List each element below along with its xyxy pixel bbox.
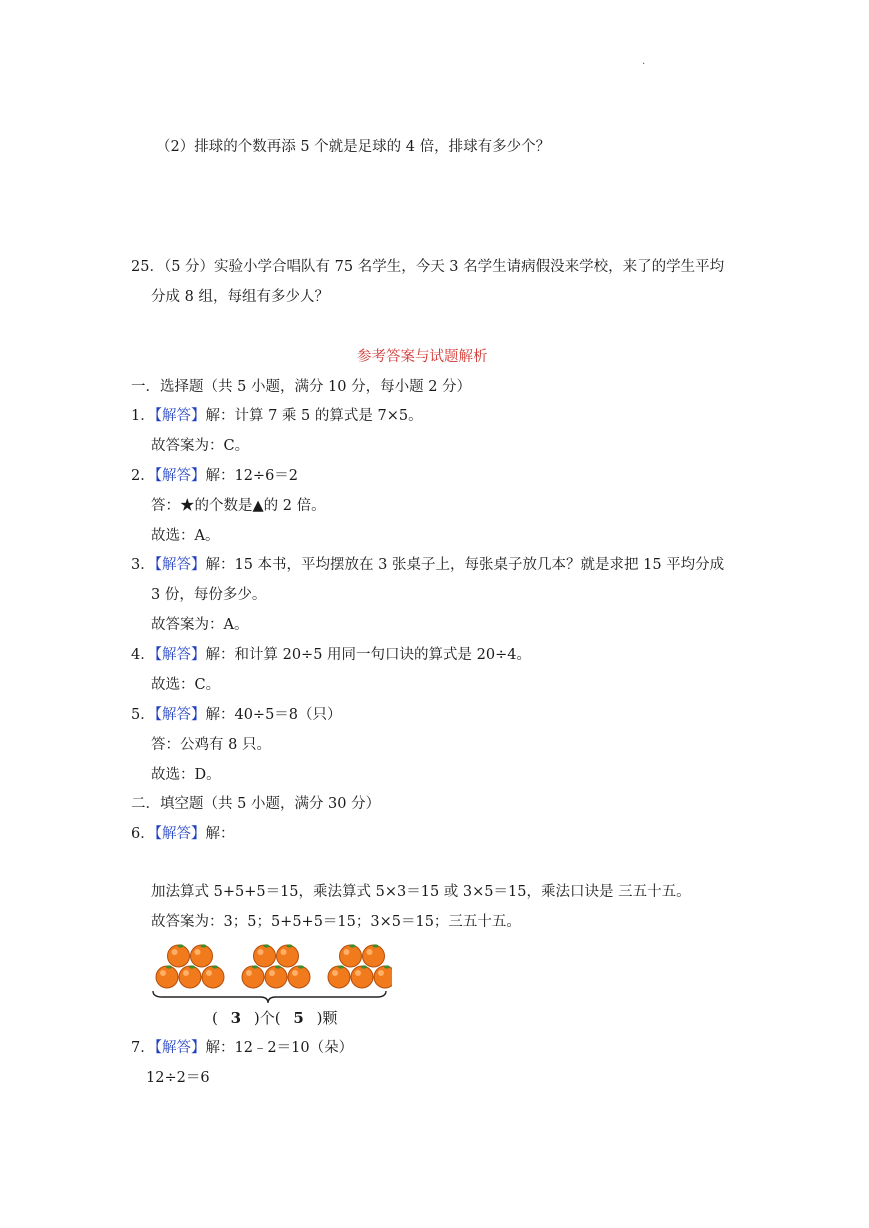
orange-icon <box>265 965 287 988</box>
orange-icon <box>351 965 373 988</box>
section2-title: 二．填空题（共 5 小题，满分 30 分） <box>131 796 381 812</box>
answer-line: 故答案为：C。 <box>151 438 250 454</box>
item-text: 解：40÷5＝8（只） <box>205 707 342 723</box>
orange-icon <box>191 944 213 967</box>
orange-icon <box>168 944 190 967</box>
answer-tag: 【解答】 <box>154 557 206 573</box>
item-text: 解：计算 7 乘 5 的算式是 7×5。 <box>205 408 423 424</box>
orange-icon <box>363 944 385 967</box>
answer-item-2 <box>131 464 298 485</box>
answer-line: 故选：D。 <box>151 767 221 783</box>
answer-line: 加法算式 5+5+5＝15，乘法算式 5×3＝15 或 3×5＝15，乘法口诀是 三五十五。 <box>151 884 691 900</box>
answer-item-7 <box>131 1036 353 1057</box>
q25-line2: 分成 8 组，每组有多少人？ <box>151 289 329 305</box>
answer-item-1 <box>131 404 423 425</box>
orange-icon <box>156 965 178 988</box>
answer-tag: 【解答】 <box>154 707 206 723</box>
answer-tag: 【解答】 <box>154 647 206 663</box>
item-text: 解：12÷6＝2 <box>205 468 299 484</box>
answer-line: 故选：A。 <box>151 528 220 544</box>
item-text: 解：12﹣2＝10（朵） <box>205 1040 354 1056</box>
item-text: 解：和计算 20÷5 用同一句口诀的算式是 20÷4。 <box>205 647 531 663</box>
item-number: 5． <box>131 707 155 723</box>
answer-tag: 【解答】 <box>154 408 206 424</box>
answer-tag: 【解答】 <box>154 826 206 842</box>
orange-icon <box>328 965 350 988</box>
orange-icon <box>179 965 201 988</box>
oranges-figure <box>150 935 392 1027</box>
answer-line: 答：公鸡有 8 只。 <box>151 737 271 753</box>
answer-tag: 【解答】 <box>154 1040 206 1056</box>
orange-icon <box>374 965 392 988</box>
answer-line: 3 份，每份多少。 <box>151 587 267 603</box>
answer-item-4 <box>131 643 531 664</box>
brace-line <box>153 991 386 1003</box>
item-number: 1． <box>131 408 155 424</box>
item-number: 2． <box>131 468 155 484</box>
item-text: 解： <box>205 826 235 842</box>
q24-part2: （2）排球的个数再添 5 个就是足球的 4 倍，排球有多少个？ <box>156 139 551 155</box>
oranges-caption <box>212 1007 337 1028</box>
answer-item-6 <box>131 822 234 843</box>
item-number: 4． <box>131 647 155 663</box>
orange-icon <box>242 965 264 988</box>
answer-line: 故答案为：3；5；5+5+5＝15；3×5＝15；三五十五。 <box>151 914 521 930</box>
answer-tag: 【解答】 <box>154 468 206 484</box>
oranges-illustration <box>150 935 392 1005</box>
caption-groups-value: 3 <box>230 1009 242 1027</box>
answer-item-3 <box>131 553 724 574</box>
section1-title: 一．选择题（共 5 小题，满分 10 分，每小题 2 分） <box>131 379 472 395</box>
answers-title: 参考答案与试题解析 <box>357 349 488 365</box>
header-dot: . <box>642 56 646 67</box>
item-number: 6． <box>131 826 155 842</box>
orange-icon <box>277 944 299 967</box>
item-number: 3． <box>131 557 155 573</box>
orange-icon <box>254 944 276 967</box>
answer-line: 12÷2＝6 <box>146 1070 210 1086</box>
caption-open: ( <box>212 1009 218 1027</box>
orange-icon <box>288 965 310 988</box>
answer-item-5 <box>131 703 342 724</box>
answer-line: 答：★的个数是▲的 2 倍。 <box>151 498 326 514</box>
caption-close: )颗 <box>316 1009 338 1027</box>
caption-per-value: 5 <box>293 1009 304 1027</box>
item-number: 7． <box>131 1040 155 1056</box>
orange-icon <box>202 965 224 988</box>
q25-line1: 25．（5 分）实验小学合唱队有 75 名学生，今天 3 名学生请病假没来学校，来了的学生平均 <box>131 259 725 275</box>
answer-line: 故答案为：A。 <box>151 617 249 633</box>
orange-icon <box>340 944 362 967</box>
answer-line: 故选：C。 <box>151 677 221 693</box>
item-text: 解：15 本书，平均摆放在 3 张桌子上，每张桌子放几本？就是求把 15 平均分成 <box>205 557 725 573</box>
caption-mid: )个( <box>253 1009 281 1027</box>
